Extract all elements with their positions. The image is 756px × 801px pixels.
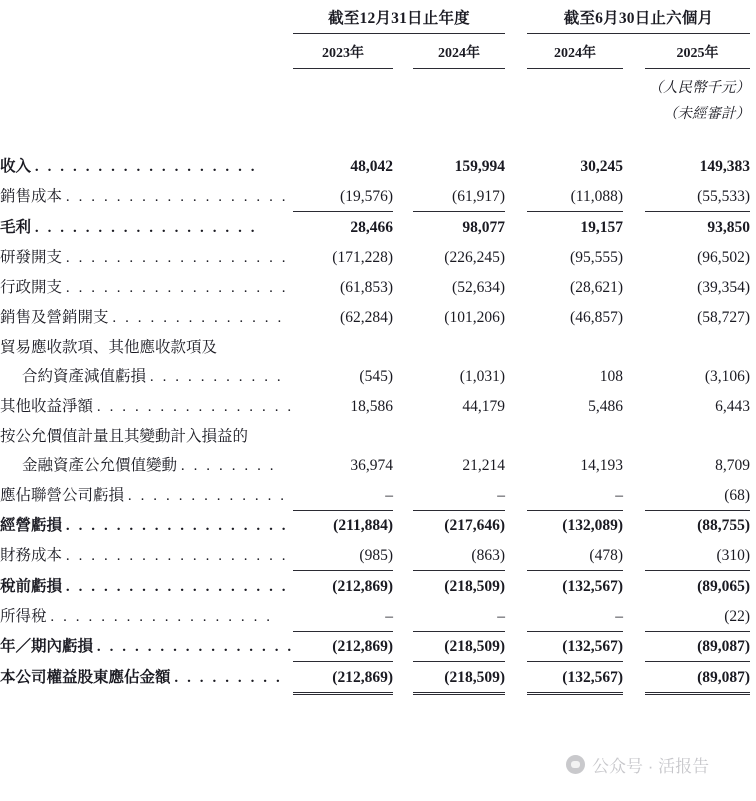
row-label (0, 242, 293, 272)
column-gap (505, 601, 527, 632)
cell-2024-interim: 108 (599, 367, 623, 385)
watermark (566, 752, 709, 777)
dot-leader: . . . . . . . . . . . . . (127, 487, 287, 504)
row-tail-blank (750, 662, 756, 694)
table-row (0, 302, 756, 332)
row-label (0, 662, 293, 694)
cell-2023-annual: (61,853) (340, 278, 393, 296)
dot-leader: . . . . . . . . . . . . . . . . (96, 398, 294, 415)
table-row (0, 181, 756, 212)
table-row (0, 662, 756, 694)
table-row (0, 361, 756, 391)
cell-2024-annual: (1,031) (459, 367, 505, 385)
table-row (0, 212, 756, 242)
cell-2024-interim: (132,089) (562, 517, 623, 534)
row-label-text: 銷售及營銷開支 (0, 308, 109, 326)
row-tail-blank (750, 212, 756, 242)
column-gap (393, 272, 413, 302)
column-gap (505, 212, 527, 242)
column-header-2024-interim: 2024年 (527, 34, 623, 69)
column-gap (623, 151, 645, 181)
cell-2023-annual: 28,466 (350, 218, 393, 236)
cell-2025-interim: (39,354) (697, 278, 751, 296)
audit-row-tail (750, 97, 756, 123)
column-gap (505, 391, 527, 421)
row-label-text: 稅前虧損 (0, 577, 63, 595)
header-year-tail (750, 34, 756, 69)
cell-2023-annual: (211,884) (333, 517, 393, 534)
table-row (0, 631, 756, 662)
table-row (0, 272, 756, 302)
cell-2024-annual: – (413, 480, 505, 511)
column-gap (393, 391, 413, 421)
cell-2024-interim: – (527, 601, 623, 632)
column-gap (393, 571, 413, 601)
column-gap (393, 242, 413, 272)
cell-2023-annual: 36,974 (350, 456, 393, 474)
column-gap (623, 571, 645, 601)
row-tail-blank (750, 631, 756, 662)
table-row-label-continuation (0, 421, 756, 450)
row-label-text: 合約資產減值虧損 (22, 367, 147, 385)
row-label-text: 銷售成本 (0, 188, 63, 205)
row-label-text: 行政開支 (0, 278, 63, 296)
row-tail-blank (750, 480, 756, 511)
cell-2024-annual: (61,917) (413, 181, 505, 212)
cell-2025-interim: 6,443 (715, 397, 751, 415)
header-year-gap-3 (623, 34, 645, 69)
cell-2023-annual: 48,042 (350, 158, 393, 175)
header-year-gap-2 (505, 34, 527, 69)
cell-2024-annual: 44,179 (462, 397, 505, 415)
row-label (0, 391, 293, 421)
row-label (0, 302, 293, 332)
cell-2024-annual: (218,509) (413, 662, 505, 694)
cell-2024-annual: 159,994 (454, 158, 505, 175)
table-row (0, 391, 756, 421)
column-gap (623, 242, 645, 272)
table-row (0, 510, 756, 540)
row-tail-blank (750, 571, 756, 601)
table-header (0, 0, 756, 151)
column-gap (623, 510, 645, 540)
cell-2024-interim: (28,621) (570, 278, 623, 296)
column-header-2025-interim: 2025年 (645, 34, 750, 69)
cell-2024-annual: (101,206) (444, 308, 505, 326)
cell-2025-interim: (22) (645, 601, 750, 632)
wechat-badge-icon (566, 755, 585, 774)
row-tail-blank (750, 391, 756, 421)
dot-leader: . . . . . . . . . . . . . . . . . . (65, 518, 289, 534)
row-label (0, 540, 293, 571)
cell-2025-interim: (96,502) (697, 248, 751, 266)
header-audit-row (0, 97, 756, 123)
column-gap (505, 361, 527, 391)
dot-leader: . . . . . . . . . . . . . . (112, 309, 284, 326)
cell-2023-annual: (212,869) (332, 577, 393, 595)
row-label-text: 其他收益淨額 (0, 397, 94, 415)
row-label-text: 收入 (0, 158, 32, 175)
unit-row-tail (750, 69, 756, 98)
cell-2024-interim: 30,245 (580, 158, 623, 175)
dot-leader: . . . . . . . . . . . . . . . . . . (65, 249, 289, 266)
row-label (0, 631, 293, 662)
watermark-text: 公众号 · 活报告 (592, 757, 710, 776)
column-gap (393, 480, 413, 511)
cell-2024-interim: (95,555) (570, 248, 623, 266)
table-row (0, 151, 756, 181)
header-group-gap (505, 0, 527, 34)
row-tail-blank (750, 540, 756, 571)
column-gap (623, 181, 645, 212)
cell-2023-annual: (19,576) (293, 181, 393, 212)
row-label-text: 毛利 (0, 218, 32, 236)
row-continuation-blank (293, 332, 756, 361)
cell-2023-annual: – (293, 601, 393, 632)
row-tail-blank (750, 302, 756, 332)
row-continuation-blank (293, 421, 756, 450)
row-tail-blank (750, 151, 756, 181)
cell-2024-interim: (132,567) (527, 631, 623, 662)
row-label-text: 研發開支 (0, 248, 63, 266)
cell-2025-interim: (58,727) (697, 308, 751, 326)
cell-2023-annual: (171,228) (332, 248, 393, 266)
cell-2025-interim: (68) (645, 480, 750, 511)
dot-leader: . . . . . . . . . . . . . . . . (96, 639, 294, 655)
column-gap (623, 631, 645, 662)
column-gap (393, 631, 413, 662)
column-gap (623, 540, 645, 571)
column-gap (623, 480, 645, 511)
column-gap (393, 361, 413, 391)
cell-2023-annual: (62,284) (340, 308, 393, 326)
column-gap (623, 272, 645, 302)
row-label (0, 450, 293, 480)
header-year-gap-1 (393, 34, 413, 69)
column-gap (505, 662, 527, 694)
column-gap (505, 571, 527, 601)
unit-row-blank (0, 69, 527, 98)
cell-2023-annual: – (293, 480, 393, 511)
cell-2024-interim: (11,088) (527, 181, 623, 212)
column-gap (393, 510, 413, 540)
column-gap (393, 601, 413, 632)
column-gap (623, 361, 645, 391)
header-year-row (0, 34, 756, 69)
row-label (0, 480, 293, 511)
row-label (0, 151, 293, 181)
table-row (0, 571, 756, 601)
dot-leader: . . . . . . . . . . . . . . . . . . (65, 279, 289, 296)
row-label (0, 212, 293, 242)
cell-2024-interim: (46,857) (570, 308, 623, 326)
dot-leader: . . . . . . . . . . . . . . . . . . (34, 159, 258, 175)
row-tail-blank (750, 272, 756, 302)
cell-2024-annual: (218,509) (444, 577, 505, 595)
cell-2025-interim: (310) (645, 540, 750, 571)
row-tail-blank (750, 242, 756, 272)
cell-2024-interim: (132,567) (562, 577, 623, 595)
column-gap (623, 662, 645, 694)
column-gap (393, 212, 413, 242)
column-gap (623, 212, 645, 242)
row-tail-blank (750, 601, 756, 632)
row-label (0, 601, 293, 632)
table-row (0, 601, 756, 632)
table-row (0, 480, 756, 511)
cell-2023-annual: (212,869) (293, 662, 393, 694)
header-group-annual: 截至12月31日止年度 (293, 0, 505, 34)
row-label (0, 272, 293, 302)
row-label-text: 年／期內虧損 (0, 638, 94, 655)
dot-leader: . . . . . . . . . . . . . . . . . . (65, 189, 289, 205)
row-label-line1: 貿易應收款項、其他應收款項及 (0, 338, 218, 356)
column-gap (505, 540, 527, 571)
row-label (0, 510, 293, 540)
column-gap (623, 601, 645, 632)
cell-2023-annual: (545) (359, 367, 393, 385)
dot-leader: . . . . . . . . (180, 457, 277, 474)
cell-2024-interim: 5,486 (588, 397, 623, 415)
cell-2023-annual: 18,586 (350, 397, 393, 415)
row-tail-blank (750, 450, 756, 480)
table-body (0, 151, 756, 693)
row-tail-blank (750, 361, 756, 391)
cell-2024-interim: – (527, 480, 623, 511)
table-row (0, 540, 756, 571)
cell-2024-interim: 14,193 (580, 456, 623, 474)
row-label (0, 571, 293, 601)
cell-2025-interim: (89,065) (697, 577, 751, 595)
dot-leader: . . . . . . . . . . . . . . . . . . (65, 548, 289, 564)
cell-2024-annual: (217,646) (444, 517, 505, 534)
header-group-title-row (0, 0, 756, 34)
row-label-text: 金融資產公允價值變動 (22, 456, 178, 474)
header-corner-blank (0, 0, 293, 34)
column-gap (623, 302, 645, 332)
table-row (0, 242, 756, 272)
row-tail-blank (750, 510, 756, 540)
cell-2025-interim: 8,709 (715, 456, 751, 474)
column-gap (623, 450, 645, 480)
currency-unit-note: （人民幣千元） (648, 80, 751, 96)
header-spacer-row (0, 123, 756, 151)
table-row (0, 450, 756, 480)
column-gap (505, 242, 527, 272)
cell-2024-interim: (132,567) (527, 662, 623, 694)
cell-2023-annual: (985) (293, 540, 393, 571)
column-header-2024-annual: 2024年 (413, 34, 505, 69)
row-label-text: 財務成本 (0, 547, 63, 564)
cell-2025-interim: (55,533) (645, 181, 750, 212)
header-unit-row (0, 69, 756, 98)
cell-2023-annual: (212,869) (293, 631, 393, 662)
header-spacer-cell (0, 123, 756, 151)
row-tail-blank (750, 181, 756, 212)
column-gap (393, 540, 413, 571)
column-header-2023-annual: 2023年 (293, 34, 393, 69)
cell-2024-annual: 98,077 (462, 218, 505, 236)
column-gap (505, 181, 527, 212)
row-label-text: 經營虧損 (0, 517, 63, 534)
row-label-text: 所得稅 (0, 607, 47, 625)
cell-2024-interim: (478) (527, 540, 623, 571)
cell-2024-annual: 21,214 (462, 456, 505, 474)
column-gap (505, 302, 527, 332)
row-label-text: 本公司權益股東應佔金額 (0, 668, 171, 686)
column-gap (505, 450, 527, 480)
dot-leader: . . . . . . . . . . . (149, 368, 284, 385)
dot-leader: . . . . . . . . . (174, 669, 283, 686)
dot-leader: . . . . . . . . . . . . . . . . . . (34, 219, 258, 236)
cell-2025-interim: (89,087) (645, 662, 750, 694)
cell-2024-annual: (863) (413, 540, 505, 571)
column-gap (505, 510, 527, 540)
column-gap (393, 662, 413, 694)
column-gap (505, 631, 527, 662)
column-gap (393, 450, 413, 480)
row-label (0, 181, 293, 212)
column-gap (623, 391, 645, 421)
row-label (0, 361, 293, 391)
row-label-text: 應佔聯營公司虧損 (0, 486, 125, 504)
header-year-blank (0, 34, 293, 69)
dot-leader: . . . . . . . . . . . . . . . . . . (65, 578, 289, 595)
cell-2025-interim: (3,106) (704, 367, 751, 385)
cell-2024-annual: (218,509) (413, 631, 505, 662)
column-gap (393, 151, 413, 181)
cell-2025-interim: (88,755) (697, 517, 751, 534)
column-gap (505, 151, 527, 181)
column-gap (505, 272, 527, 302)
header-tail-blank (750, 0, 756, 34)
cell-2024-interim: 19,157 (580, 218, 623, 236)
cell-2024-annual: (226,245) (444, 248, 505, 266)
column-gap (505, 480, 527, 511)
table-row-label-continuation (0, 332, 756, 361)
audit-status-note: （未經審計） (663, 106, 751, 122)
cell-2024-annual: (52,634) (452, 278, 505, 296)
header-group-interim: 截至6月30日止六個月 (527, 0, 750, 34)
cell-2025-interim: 93,850 (707, 218, 751, 236)
cell-2025-interim: (89,087) (645, 631, 750, 662)
audit-row-blank (0, 97, 527, 123)
row-label-line1: 按公允價值計量且其變動計入損益的 (0, 427, 249, 445)
column-gap (393, 302, 413, 332)
cell-2024-annual: – (413, 601, 505, 632)
dot-leader: . . . . . . . . . . . . . . . . . . (50, 608, 273, 625)
cell-2025-interim: 149,383 (699, 158, 751, 175)
column-gap (393, 181, 413, 212)
